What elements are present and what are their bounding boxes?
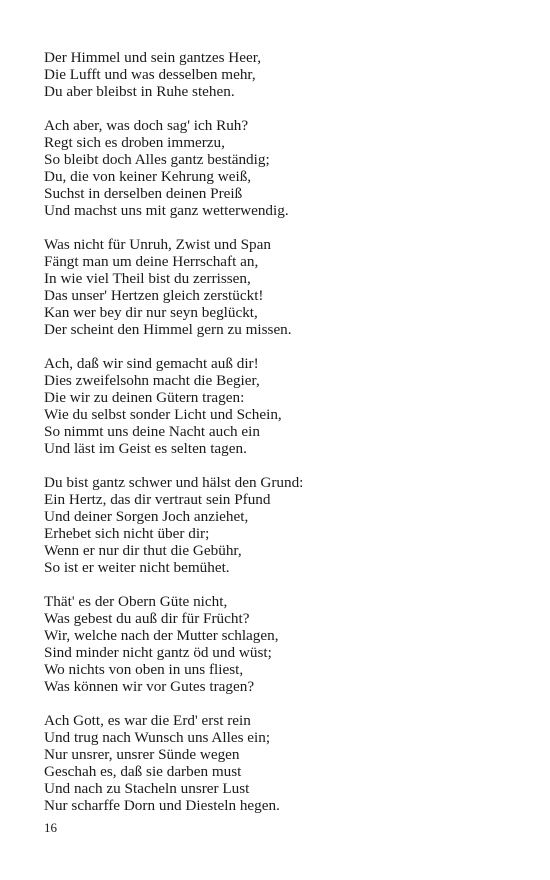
- page-number: 16: [44, 820, 57, 835]
- verse-line: Kan wer bey dir nur seyn beglückt,: [44, 304, 258, 321]
- verse-line: Und nach zu Stacheln unsrer Lust: [44, 780, 250, 797]
- verse-line: Ach Gott, es war die Erd' erst rein: [44, 712, 251, 729]
- verse-line: Du bist gantz schwer und hälst den Grund:: [44, 474, 304, 491]
- verse-line: So bleibt doch Alles gantz beständig;: [44, 151, 270, 168]
- verse-line: Geschah es, daß sie darben must: [44, 763, 242, 780]
- poem-body: [44, 49, 514, 831]
- verse-line: Wie du selbst sonder Licht und Schein,: [44, 406, 282, 423]
- verse-line: In wie viel Theil bist du zerrissen,: [44, 270, 251, 287]
- verse-line: Nur unsrer, unsrer Sünde wegen: [44, 746, 240, 763]
- verse-line: Die wir zu deinen Gütern tragen:: [44, 389, 245, 406]
- verse-line: Was gebest du auß dir für Frücht?: [44, 610, 250, 627]
- verse-line: So nimmt uns deine Nacht auch ein: [44, 423, 260, 440]
- stanza-3: [44, 236, 514, 338]
- verse-line: Fängt man um deine Herrschaft an,: [44, 253, 259, 270]
- verse-line: Wo nichts von oben in uns fliest,: [44, 661, 244, 678]
- verse-line: Erhebet sich nicht über dir;: [44, 525, 210, 542]
- verse-line: Thät' es der Obern Güte nicht,: [44, 593, 228, 610]
- verse-line: Ein Hertz, das dir vertraut sein Pfund: [44, 491, 271, 508]
- verse-line: Du aber bleibst in Ruhe stehen.: [44, 83, 235, 100]
- verse-line: Der Himmel und sein gantzes Heer,: [44, 49, 262, 66]
- stanza-2: [44, 117, 514, 219]
- verse-line: Der scheint den Himmel gern zu missen.: [44, 321, 292, 338]
- stanza-5: [44, 474, 514, 576]
- verse-line: Ach, daß wir sind gemacht auß dir!: [44, 355, 259, 372]
- stanza-4: [44, 355, 514, 457]
- verse-line: Ach aber, was doch sag' ich Ruh?: [44, 117, 249, 134]
- verse-line: Suchst in derselben deinen Preiß: [44, 185, 243, 202]
- verse-line: Wir, welche nach der Mutter schlagen,: [44, 627, 279, 644]
- verse-line: Du, die von keiner Kehrung weiß,: [44, 168, 252, 185]
- verse-line: Regt sich es droben immerzu,: [44, 134, 225, 151]
- stanza-1: [44, 49, 514, 100]
- verse-line: Und läst im Geist es selten tagen.: [44, 440, 247, 457]
- stanza-7: [44, 712, 514, 814]
- verse-line: Was können wir vor Gutes tragen?: [44, 678, 255, 695]
- verse-line: Das unser' Hertzen gleich zerstückt!: [44, 287, 264, 304]
- verse-line: Die Lufft und was desselben mehr,: [44, 66, 256, 83]
- verse-line: Und deiner Sorgen Joch anziehet,: [44, 508, 249, 525]
- verse-line: Was nicht für Unruh, Zwist und Span: [44, 236, 271, 253]
- verse-line: Und trug nach Wunsch uns Alles ein;: [44, 729, 271, 746]
- verse-line: Wenn er nur dir thut die Gebühr,: [44, 542, 242, 559]
- stanza-6: [44, 593, 514, 695]
- verse-line: Sind minder nicht gantz öd und wüst;: [44, 644, 272, 661]
- verse-line: Dies zweifelsohn macht die Begier,: [44, 372, 260, 389]
- verse-line: Und machst uns mit ganz wetterwendig.: [44, 202, 289, 219]
- verse-line: So ist er weiter nicht bemühet.: [44, 559, 230, 576]
- verse-line: Nur scharffe Dorn und Diesteln hegen.: [44, 797, 280, 814]
